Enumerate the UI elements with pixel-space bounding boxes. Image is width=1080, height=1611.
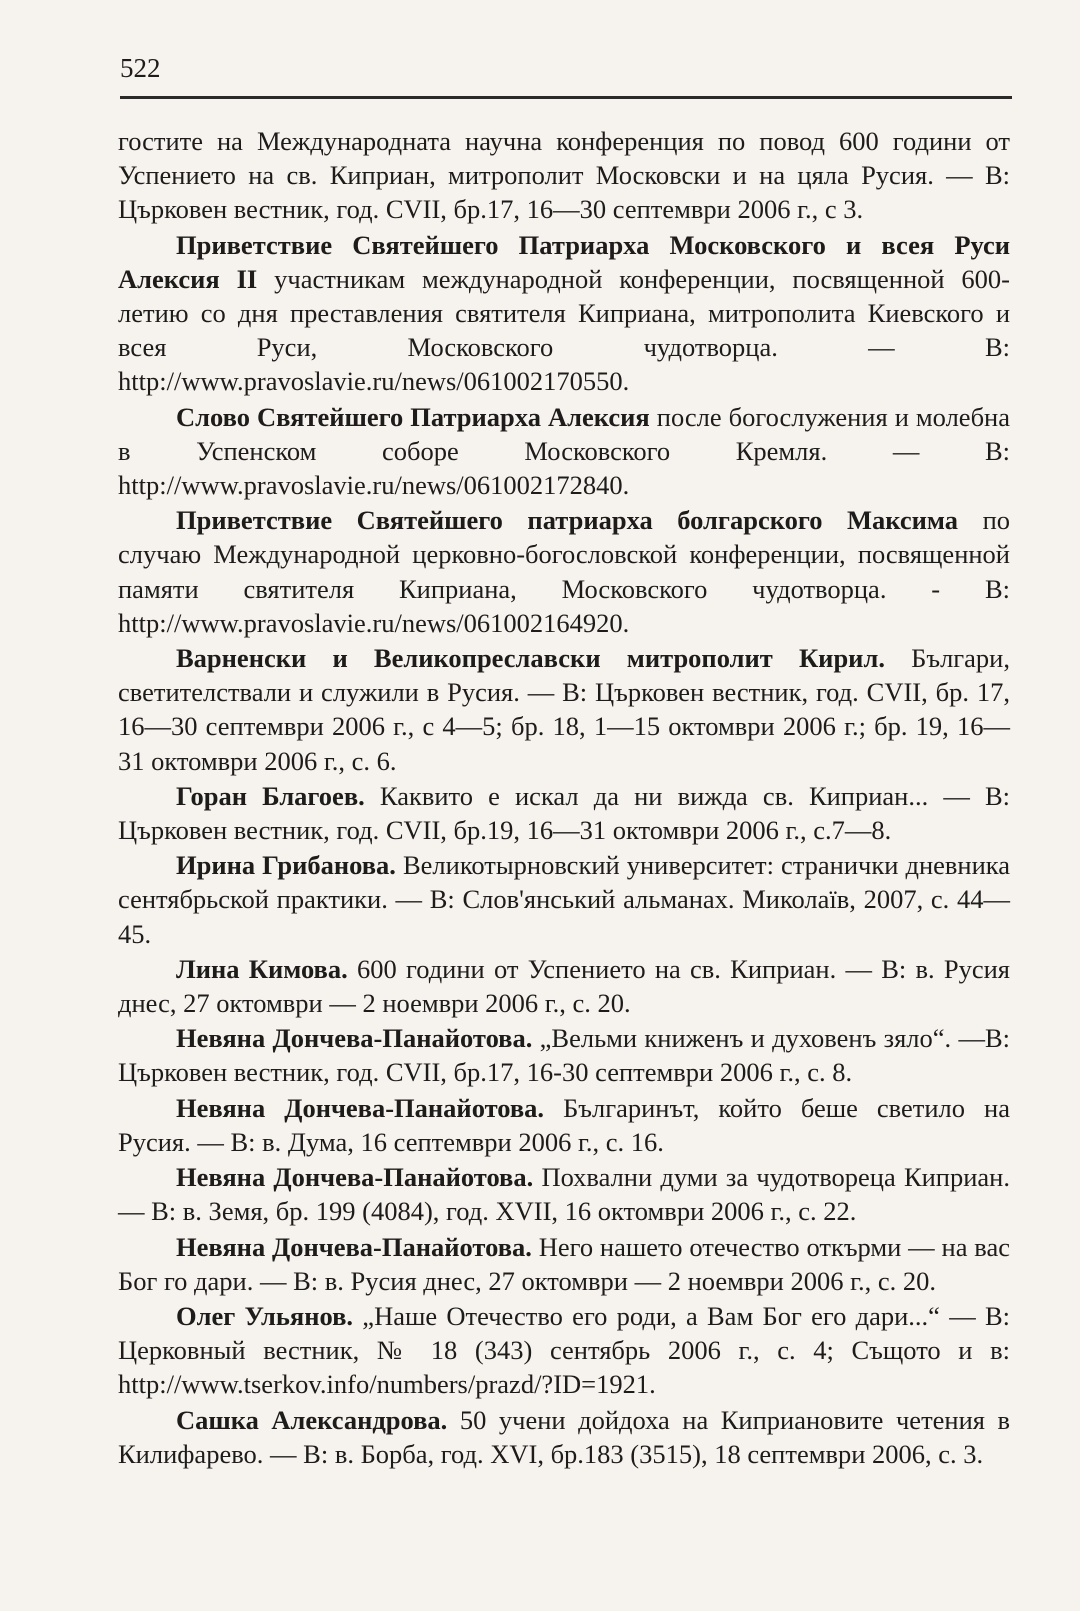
entry-author: Лина Кимова. [176,953,348,984]
entry-author: Приветствие Святейшего патриарха болгарского Максима [176,505,959,536]
entry-text: 600 години от Успението на св. Киприан. — В: в. Русия днес, 27 октомври — 2 ноември 2006 г., с. 20. [118,953,1010,1019]
entry-author: Сашка Александрова. [176,1404,448,1435]
entry-author: Невяна Дончева-Панайотова. [176,1231,532,1262]
bibliography-entry [118,400,1010,503]
bibliography-list [118,124,1010,1471]
bibliography-entry [118,848,1010,951]
entry-text: Похвални думи за чудотвореца Киприан. — В: в. Земя, бр. 199 (4084), год. XVII, 16 октомври 2006 г., с. 22. [118,1162,1010,1227]
entry-text: „Вельми книженъ и духовенъ зяло“. —В: Църковен вестник, год. CVII, бр.17, 16-30 септември 2006 г., с. 8. [118,1023,1010,1088]
header-rule [120,96,1012,99]
entry-text: гостите на Международната научна конференция по повод 600 години от Успението на св. Киприан, митрополит Московски и на цяла Русия. — В: Църковен вестник, год. CVII, бр.17, 16—30 септември 2006 г., с 3. [118,126,1010,225]
entry-author: Невяна Дончева-Панайотова. [176,1023,533,1054]
bibliography-entry [118,779,1010,847]
bibliography-entry [118,1299,1010,1402]
bibliography-entry [118,1091,1010,1159]
entry-author: Слово Святейшего Патриарха Алексия [176,401,650,432]
entry-author: Приветствие Святейшего Патриарха Московского и всея Руси Алексия II [118,229,1010,294]
entry-text: Българинът, който беше светило на Русия. — В: в. Дума, 16 септември 2006 г., с. 16. [118,1092,1010,1157]
bibliography-entry [118,952,1010,1020]
entry-text: после богослужения и молебна в Успенском соборе Московского Кремля. — В: http://www.pravoslavie.ru/news/061002172840. [118,401,1010,501]
entry-author: Горан Благоев. [176,780,365,811]
entry-text: Българи, светителствали и служили в Русия. — В: Църковен вестник, год. CVII, бр. 17, 16—30 септември 2006 г., с 4—5; бр. 18, 1—15 октомври 2006 г.; бр. 19, 16—31 октомври 2006 г., с. 6. [118,643,1010,776]
bibliography-entry [118,228,1010,399]
entry-author: Невяна Дончева-Панайотова. [176,1092,545,1123]
bibliography-entry [118,1230,1010,1298]
entry-text: по случаю Международной церковно-богословской конференции, посвященной памяти святителя Киприана, Московского чудотворца. - В: http://www.pravoslavie.ru/news/061002164920. [118,505,1010,638]
entry-author: Олег Ульянов. [176,1300,354,1331]
entry-author: Ирина Грибанова. [176,850,396,881]
bibliography-entry [118,1021,1010,1089]
entry-text: Великотырновский университет: странички дневника сентябрьской практики. — В: Слов'янський альманах. Миколаїв, 2007, с. 44—45. [118,850,1010,949]
entry-text: Каквито е искал да ни вижда св. Киприан... — В: Църковен вестник, год. CVII, бр.19, 16—31 октомври 2006 г., с.7—8. [118,780,1010,846]
entry-author: Варненски и Великопреславски митрополит Кирил. [176,643,885,674]
entry-text: „Наше Отечество его роди, а Вам Бог его дари...“ — В: Церковный вестник, № 18 (343) сентябрь 2006 г., с. 4; Същото и в: http://www.tserkov.info/numbers/prazd/?ID=1921. [118,1300,1011,1400]
bibliography-entry [118,1403,1010,1471]
entry-text: Него нашето отечество откърми — на вас Бог го дари. — В: в. Русия днес, 27 октомври — 2 ноември 2006 г., с. 20. [118,1231,1010,1296]
page-number: 522 [120,53,161,83]
bibliography-entry [118,1160,1010,1228]
entry-author: Невяна Дончева-Панайотова. [176,1162,534,1193]
bibliography-entry [118,641,1010,778]
entry-text: участникам международной конференции, посвященной 600-летию со дня преставления святителя Киприана, митрополита Киевского и всея Руси, Московского чудотворца. — В: http://www.pravoslavie.ru/news/061002170550. [118,263,1010,397]
entry-text: 50 учени дойдоха на Киприановите четения в Килифарево. — В: в. Борба, год. XVI, бр.183 (3515), 18 септември 2006, с. 3. [118,1404,1010,1469]
bibliography-entry [118,503,1010,640]
bibliography-entry [118,124,1010,227]
